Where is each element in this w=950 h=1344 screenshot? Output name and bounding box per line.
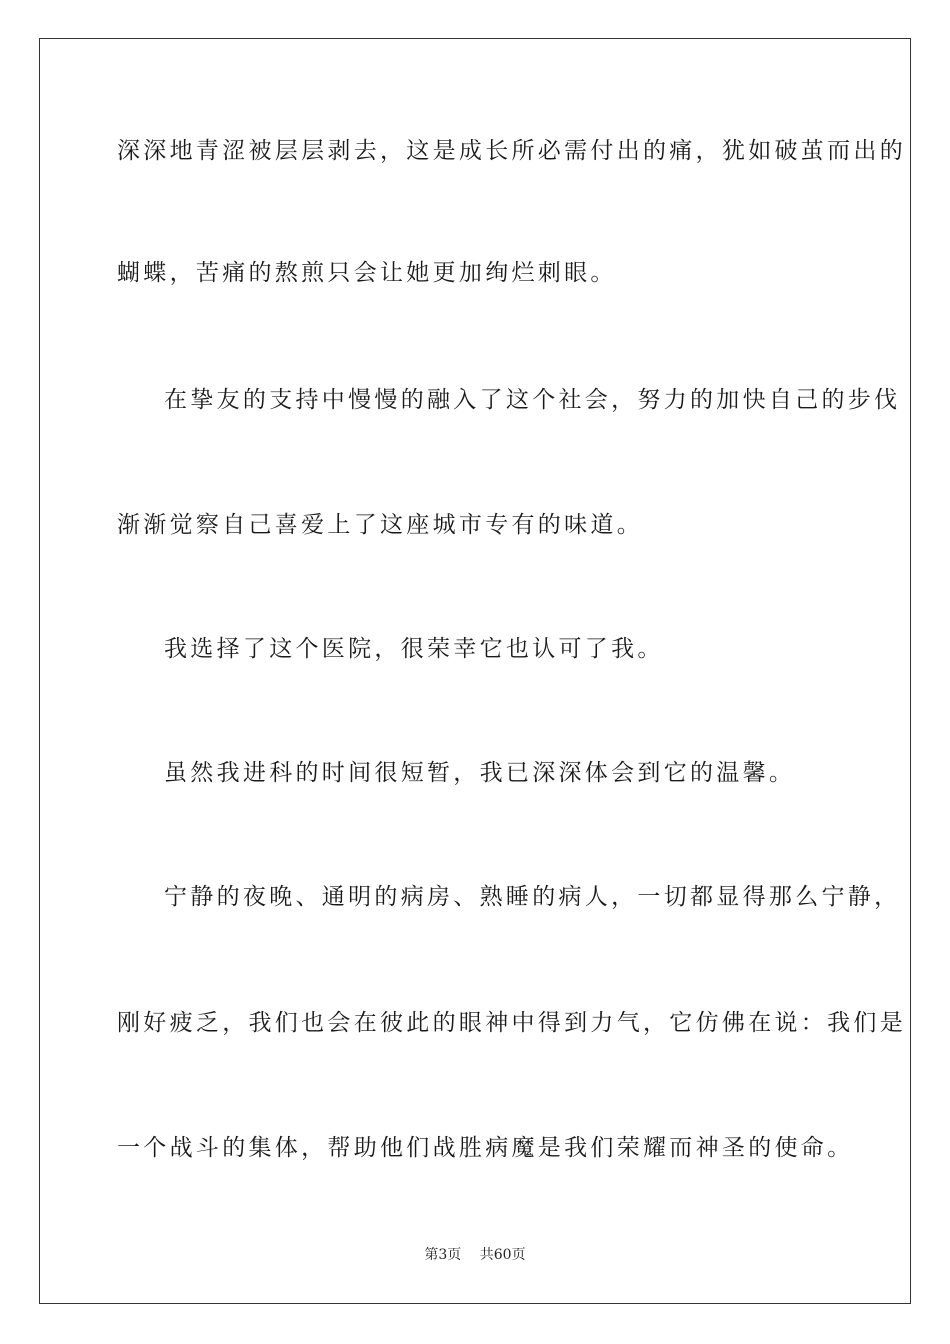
page-footer: [0, 1246, 950, 1264]
text-line-5: 我选择了这个医院，很荣幸它也认可了我。: [164, 636, 664, 662]
text-line-6: 虽然我进科的时间很短暂，我已深深体会到它的温馨。: [164, 760, 796, 786]
text-line-2: 蝴蝶，苦痛的熬煎只会让她更加绚烂刺眼。: [117, 260, 617, 286]
text-line-3: 在挚友的支持中慢慢的融入了这个社会，努力的加快自己的步伐: [164, 387, 901, 413]
text-line-7: 宁静的夜晚、通明的病房、熟睡的病人，一切都显得那么宁静，: [164, 884, 901, 910]
text-line-9: 一个战斗的集体，帮助他们战胜病魔是我们荣耀而神圣的使命。: [117, 1135, 854, 1161]
text-line-4: 渐渐觉察自己喜爱上了这座城市专有的味道。: [117, 512, 643, 538]
text-line-8: 刚好疲乏，我们也会在彼此的眼神中得到力气，它仿佛在说：我们是: [117, 1010, 906, 1036]
page-total: 共60页: [479, 1247, 526, 1263]
text-line-1: 深深地青涩被层层剥去，这是成长所必需付出的痛，犹如破茧而出的: [117, 138, 906, 164]
page-border: [39, 38, 911, 1304]
page-number: 第3页: [424, 1247, 462, 1263]
